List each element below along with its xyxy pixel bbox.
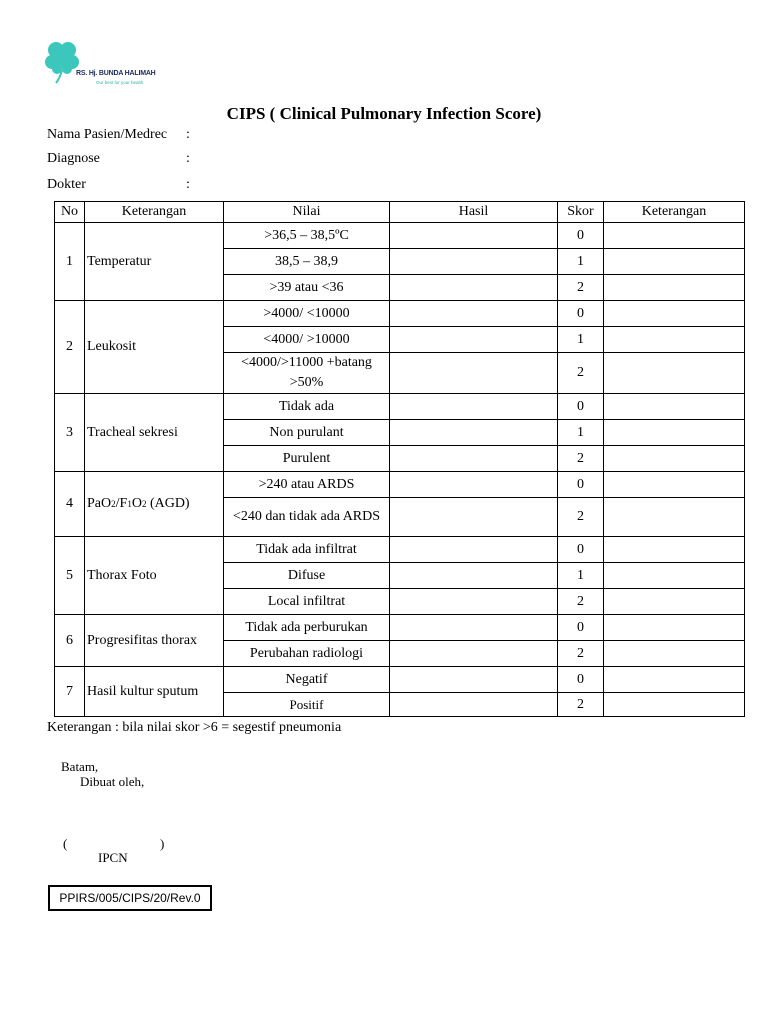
row-skor: 2 [558, 498, 604, 537]
header-nilai: Nilai [224, 202, 390, 223]
row-nilai: Non purulant [224, 420, 390, 446]
hasil-cell[interactable] [390, 641, 558, 667]
field-label: Dokter [47, 177, 86, 192]
row-skor: 1 [558, 563, 604, 589]
hasil-cell[interactable] [390, 589, 558, 615]
row-skor: 0 [558, 301, 604, 327]
hasil-cell[interactable] [390, 327, 558, 353]
hasil-cell[interactable] [390, 615, 558, 641]
row-skor: 1 [558, 249, 604, 275]
row-nilai: >39 atau <36 [224, 275, 390, 301]
keterangan-cell[interactable] [604, 301, 745, 327]
row-no: 4 [55, 472, 85, 537]
clover-icon [44, 40, 80, 84]
header-no: No [55, 202, 85, 223]
row-keterangan [85, 472, 224, 537]
document-title: CIPS ( Clinical Pulmonary Infection Score) [226, 104, 542, 123]
field-nama-pasien [47, 127, 190, 143]
row-nilai: Tidak ada infiltrat [224, 537, 390, 563]
row-nilai: Tidak ada [224, 394, 390, 420]
table-row [55, 615, 745, 641]
keterangan-cell[interactable] [604, 394, 745, 420]
keterangan-cell[interactable] [604, 353, 745, 394]
row-skor: 2 [558, 693, 604, 717]
field-colon: : [186, 151, 190, 166]
signature-open-paren: ( [63, 836, 68, 851]
signature-made-by: Dibuat oleh, [80, 774, 145, 789]
logo-name: RS. Hj. BUNDA HALIMAH [76, 70, 156, 77]
row-nilai: >36,5 – 38,5ºC [224, 223, 390, 249]
keterangan-part: O [131, 496, 142, 511]
keterangan-part: (AGD) [146, 496, 190, 511]
row-nilai: Positif [224, 693, 390, 717]
row-nilai: Local infiltrat [224, 589, 390, 615]
row-skor: 2 [558, 589, 604, 615]
row-skor: 2 [558, 446, 604, 472]
hasil-cell[interactable] [390, 249, 558, 275]
hasil-cell[interactable] [390, 472, 558, 498]
row-keterangan: Tracheal sekresi [85, 394, 224, 472]
hasil-cell[interactable] [390, 301, 558, 327]
row-keterangan: Leukosit [85, 301, 224, 394]
field-label: Diagnose [47, 151, 100, 166]
document-code-box [48, 885, 212, 911]
row-no: 2 [55, 301, 85, 394]
row-nilai: Tidak ada perburukan [224, 615, 390, 641]
header-hasil: Hasil [390, 202, 558, 223]
header-keterangan-2: Keterangan [604, 202, 745, 223]
row-skor: 2 [558, 641, 604, 667]
keterangan-cell[interactable] [604, 641, 745, 667]
row-no: 5 [55, 537, 85, 615]
row-nilai: >4000/ <10000 [224, 301, 390, 327]
row-nilai: 38,5 – 38,9 [224, 249, 390, 275]
table-row [55, 537, 745, 563]
keterangan-cell[interactable] [604, 446, 745, 472]
row-keterangan: Hasil kultur sputum [85, 667, 224, 717]
row-skor: 0 [558, 472, 604, 498]
row-keterangan: Temperatur [85, 223, 224, 301]
keterangan-cell[interactable] [604, 615, 745, 641]
row-skor: 0 [558, 223, 604, 249]
signature-place: Batam, [61, 759, 99, 774]
keterangan-cell[interactable] [604, 249, 745, 275]
row-skor: 0 [558, 667, 604, 693]
table-row [55, 301, 745, 327]
row-skor: 0 [558, 394, 604, 420]
row-skor: 0 [558, 615, 604, 641]
keterangan-cell[interactable] [604, 563, 745, 589]
row-nilai: <4000/>11000 +batang >50% [224, 353, 390, 394]
keterangan-cell[interactable] [604, 498, 745, 537]
row-keterangan: Thorax Foto [85, 537, 224, 615]
hasil-cell[interactable] [390, 223, 558, 249]
keterangan-cell[interactable] [604, 667, 745, 693]
header-skor: Skor [558, 202, 604, 223]
row-skor: 0 [558, 537, 604, 563]
keterangan-part: PaO [87, 496, 112, 511]
row-no: 6 [55, 615, 85, 667]
table-header-row [55, 202, 745, 223]
keterangan-cell[interactable] [604, 223, 745, 249]
field-dokter [47, 177, 190, 193]
row-nilai: Purulent [224, 446, 390, 472]
hasil-cell[interactable] [390, 563, 558, 589]
row-skor: 2 [558, 275, 604, 301]
table-row [55, 223, 745, 249]
hasil-cell[interactable] [390, 537, 558, 563]
hasil-cell[interactable] [390, 498, 558, 537]
table-row [55, 667, 745, 693]
keterangan-cell[interactable] [604, 589, 745, 615]
hasil-cell[interactable] [390, 667, 558, 693]
hasil-cell[interactable] [390, 693, 558, 717]
keterangan-cell[interactable] [604, 327, 745, 353]
score-note: Keterangan : bila nilai skor >6 = segestif pneumonia [47, 720, 342, 735]
hasil-cell[interactable] [390, 446, 558, 472]
row-nilai: Difuse [224, 563, 390, 589]
row-skor: 2 [558, 353, 604, 394]
row-nilai: <240 dan tidak ada ARDS [224, 498, 390, 537]
keterangan-cell[interactable] [604, 693, 745, 717]
field-label: Nama Pasien/Medrec [47, 127, 168, 142]
hasil-cell[interactable] [390, 275, 558, 301]
row-no: 3 [55, 394, 85, 472]
hasil-cell[interactable] [390, 353, 558, 394]
row-nilai: Perubahan radiologi [224, 641, 390, 667]
keterangan-cell[interactable] [604, 537, 745, 563]
row-no: 1 [55, 223, 85, 301]
field-colon: : [186, 177, 190, 192]
document-code: PPIRS/005/CIPS/20/Rev.0 [59, 891, 201, 905]
hasil-cell[interactable] [390, 420, 558, 446]
header-keterangan: Keterangan [85, 202, 224, 223]
table-row [55, 472, 745, 498]
signature-close-paren: ) [160, 836, 165, 851]
keterangan-cell[interactable] [604, 420, 745, 446]
keterangan-part: /F [115, 496, 128, 511]
signature-role: IPCN [98, 850, 128, 865]
field-colon: : [186, 127, 190, 142]
hospital-logo [44, 40, 164, 90]
row-skor: 1 [558, 327, 604, 353]
cips-score-table [54, 201, 745, 717]
row-skor: 1 [558, 420, 604, 446]
keterangan-subscript: 2 [141, 499, 147, 509]
row-no: 7 [55, 667, 85, 717]
keterangan-subscript: 2 [111, 499, 116, 509]
row-keterangan: Progresifitas thorax [85, 615, 224, 667]
keterangan-cell[interactable] [604, 472, 745, 498]
keterangan-subscript: 1 [127, 499, 132, 509]
keterangan-cell[interactable] [604, 275, 745, 301]
logo-tagline: Our best for your health [96, 80, 144, 85]
hasil-cell[interactable] [390, 394, 558, 420]
field-diagnose [47, 151, 190, 167]
row-nilai: <4000/ >10000 [224, 327, 390, 353]
row-nilai: >240 atau ARDS [224, 472, 390, 498]
row-nilai: Negatif [224, 667, 390, 693]
table-row [55, 394, 745, 420]
